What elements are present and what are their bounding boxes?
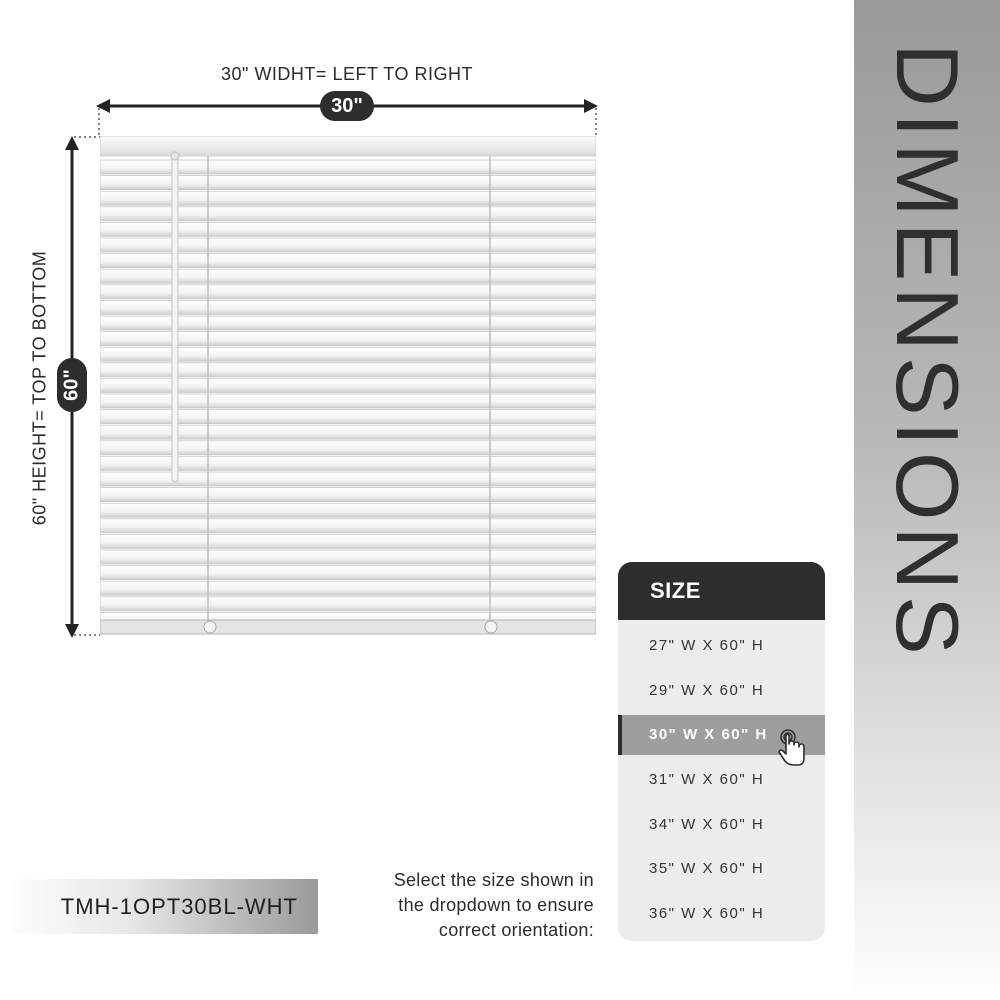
- tilt-wand: [172, 156, 178, 482]
- slat: [100, 566, 596, 580]
- size-option[interactable]: 27" W X 60" H: [649, 637, 765, 654]
- width-arrow-left-head: [96, 99, 110, 113]
- slat: [100, 488, 596, 502]
- size-header: SIZE: [618, 562, 825, 620]
- height-arrow-bottom-head: [65, 624, 79, 638]
- height-label: 60" HEIGHT= TOP TO BOTTOM: [29, 250, 50, 526]
- banner-title: DIMENSIONS: [878, 43, 977, 661]
- instructions-line-3: correct orientation:: [438, 920, 594, 940]
- size-instructions: [330, 868, 594, 943]
- width-value-badge: 30": [320, 91, 374, 121]
- width-label: 30" WIDHT= LEFT TO RIGHT: [221, 64, 473, 84]
- height-arrow-top-head: [65, 136, 79, 150]
- size-option-selected[interactable]: 30" W X 60" H: [618, 715, 825, 755]
- instructions-line-2: the dropdown to ensure: [398, 895, 594, 915]
- instructions-line-1: Select the size shown in: [393, 870, 594, 890]
- slat: [100, 581, 596, 595]
- sku-label: TMH-1OPT30BL-WHT: [0, 879, 318, 934]
- size-option[interactable]: 31" W X 60" H: [649, 771, 765, 788]
- slat: [100, 597, 596, 611]
- height-value-text: 60": [60, 369, 83, 401]
- bottom-rail: [100, 620, 596, 634]
- slat: [100, 519, 596, 533]
- blind-image: [100, 136, 596, 636]
- slat: [100, 503, 596, 517]
- cord-knot-left: [204, 621, 216, 633]
- size-option[interactable]: 35" W X 60" H: [649, 860, 765, 877]
- height-value-badge: [57, 358, 87, 412]
- size-option[interactable]: 34" W X 60" H: [649, 816, 765, 833]
- wand-hook: [171, 152, 179, 160]
- cord-knot-right: [485, 621, 497, 633]
- size-option[interactable]: 29" W X 60" H: [649, 682, 765, 699]
- size-option[interactable]: 36" W X 60" H: [649, 905, 765, 922]
- slat: [100, 550, 596, 564]
- pointer-hand-icon: [776, 727, 808, 767]
- slat: [100, 534, 596, 548]
- width-arrow-right-head: [584, 99, 598, 113]
